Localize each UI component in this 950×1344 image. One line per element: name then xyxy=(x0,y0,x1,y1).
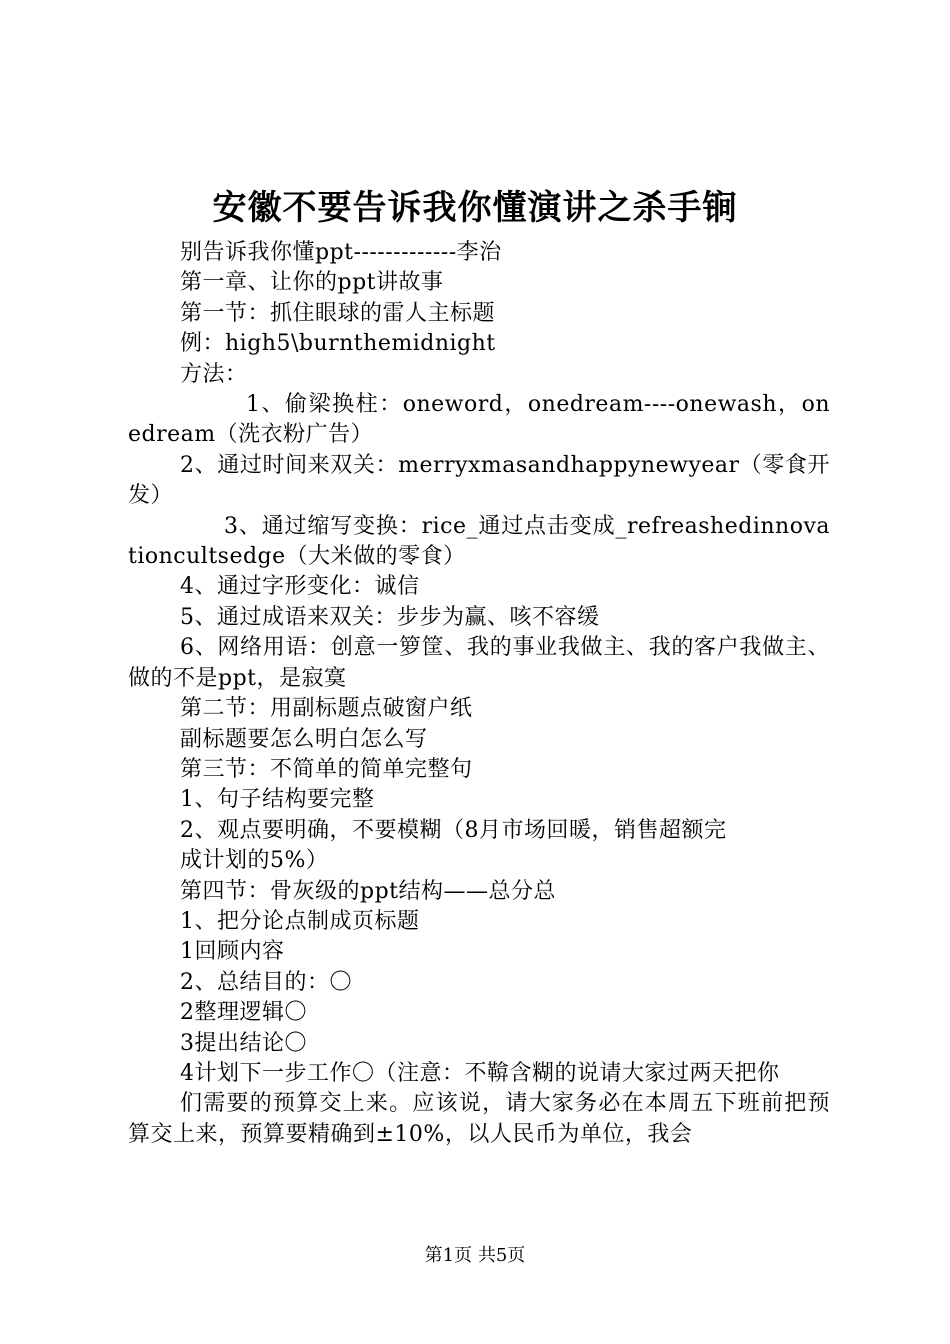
document-title: 安徽不要告诉我你懂演讲之杀手锏 xyxy=(212,188,738,228)
method-item-2: 2、通过时间来双关：merryxmasandhappynewyear（零食开发） xyxy=(128,452,830,509)
section-heading-2: 第二节：用副标题点破窗户纸 xyxy=(180,696,473,722)
method-item-1: 1、偷梁换柱：oneword，onedream----onewash，onedream（洗衣粉广告） xyxy=(128,392,830,448)
section-4-item-review: 1回顾内容 xyxy=(180,939,285,965)
chapter-heading: 第一章、让你的ppt讲故事 xyxy=(180,270,444,296)
section-4-item-2: 2、总结目的：〇 xyxy=(180,969,352,995)
section-heading: 第一节：抓住眼球的雷人主标题 xyxy=(180,300,496,326)
method-item-4: 4、通过字形变化：诚信 xyxy=(180,574,420,600)
section-3-item-2-cont: 成计划的5%） xyxy=(180,848,329,874)
method-item-5: 5、通过成语来双关：步步为赢、咳不容缓 xyxy=(180,604,600,630)
section-4-item-conclusion: 3提出结论〇 xyxy=(180,1030,307,1056)
section-3-item-1: 1、句子结构要完整 xyxy=(180,787,375,813)
section-heading-4: 第四节：骨灰级的ppt结构——总分总 xyxy=(180,878,557,904)
closing-paragraph: 们需要的预算交上来。应该说，请大家务必在本周五下班前把预算交上来，预算要精确到±10%，以人民币为单位，我会 xyxy=(128,1091,830,1147)
page-number-footer: 第1页 共5页 xyxy=(424,1245,526,1266)
document-body xyxy=(128,238,830,1150)
section-heading-3: 第三节：不简单的简单完整句 xyxy=(180,756,473,782)
section-2-text: 副标题要怎么明白怎么写 xyxy=(180,726,428,752)
method-item-3: 3、通过缩写变换：rice_通过点击变成_refreashedinnovationcultsedge（大米做的零食） xyxy=(128,513,830,570)
method-item-6: 6、网络用语：创意一箩筐、我的事业我做主、我的客户我做主、做的不是ppt，是寂寞 xyxy=(128,635,830,691)
section-4-item-plan: 4计划下一步工作〇（注意：不鞥含糊的说请大家过两天把你 xyxy=(180,1060,780,1086)
section-4-item-1: 1、把分论点制成页标题 xyxy=(180,908,420,934)
example-line: 例：high5\burnthemidnight xyxy=(180,331,496,357)
author-line: 别告诉我你懂ppt-------------李治 xyxy=(180,240,502,265)
method-label: 方法： xyxy=(180,361,248,387)
section-3-item-2: 2、观点要明确，不要模糊（8月市场回暖，销售超额完 xyxy=(180,817,727,843)
section-4-item-logic: 2整理逻辑〇 xyxy=(180,1000,307,1026)
